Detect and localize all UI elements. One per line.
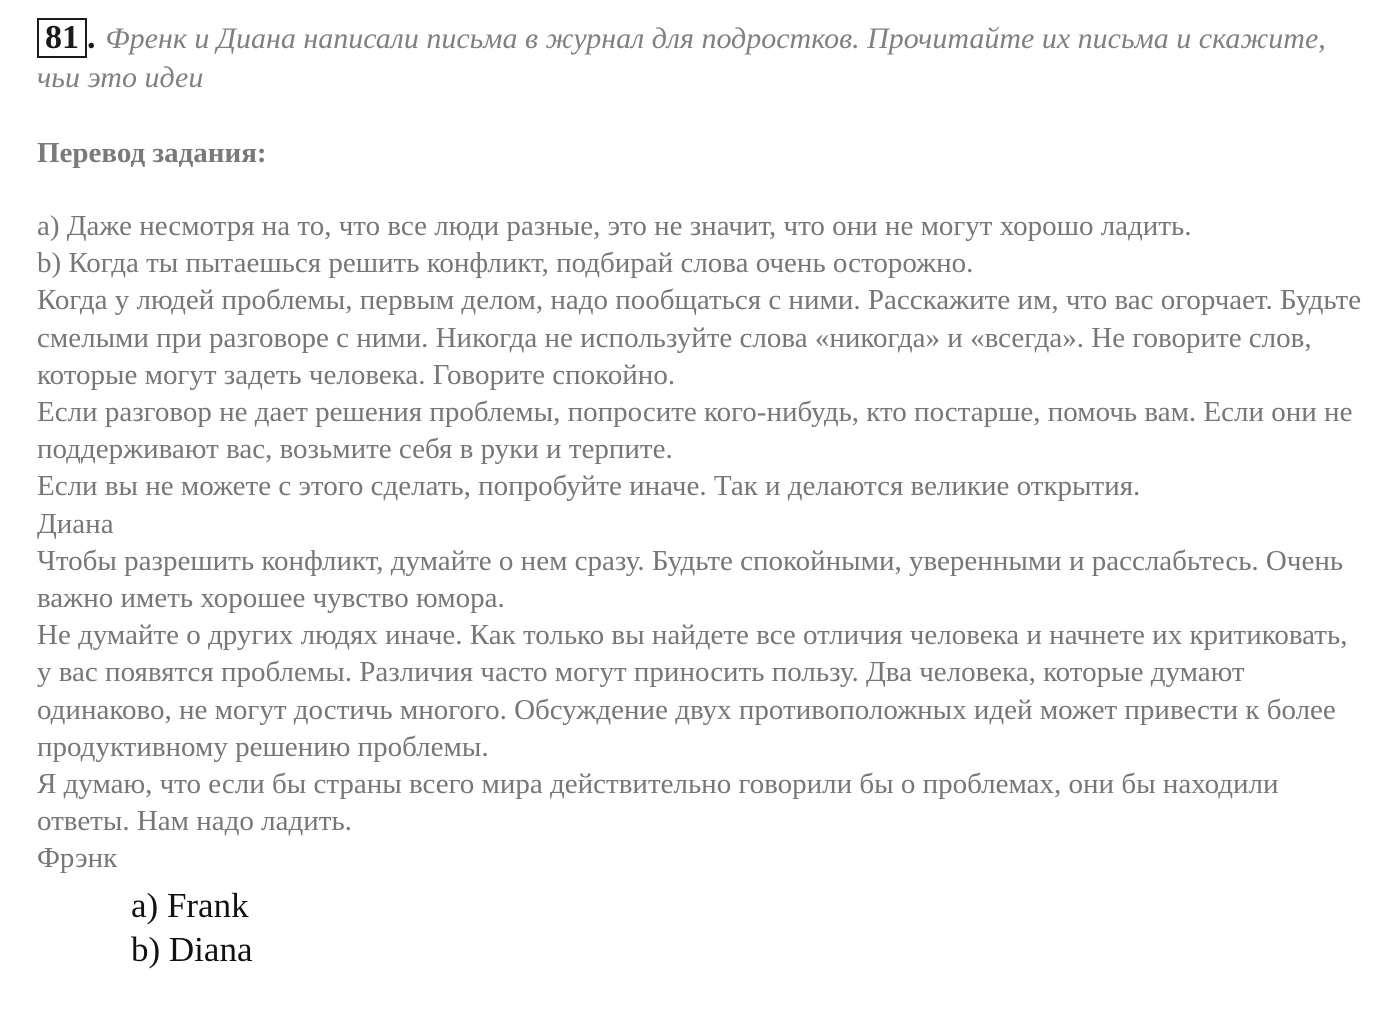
task-header: [37, 18, 1367, 97]
paragraph-frank-3: Я думаю, что если бы страны всего мира действительно говорили бы о проблемах, они бы находили ответы. Нам надо ладить.: [37, 768, 1279, 838]
translation-heading: Перевод задания:: [37, 137, 267, 169]
paragraph-diana-2: Если разговор не дает решения проблемы, попросите кого-нибудь, кто постарше, помочь вам. Если они не поддерживают вас, возьмите себя в руки и терпите.: [37, 396, 1353, 466]
answer-b: b) Diana: [131, 929, 253, 969]
task-number-box: 81: [37, 18, 87, 58]
answers-block: [131, 884, 1367, 972]
document-page: [37, 18, 1367, 972]
paragraph-diana-3: Если вы не можете с этого сделать, попробуйте иначе. Так и делаются великие открытия.: [37, 470, 1141, 503]
paragraph-statement-a: a) Даже несмотря на то, что все люди разные, это не значит, что они не могут хорошо ладить.: [37, 210, 1192, 242]
answer-a: a) Frank: [131, 885, 249, 925]
paragraph-frank-1: Чтобы разрешить конфликт, думайте о нем сразу. Будьте спокойными, уверенными и расслабьтесь. Очень важно иметь хорошее чувство юмора.: [37, 544, 1344, 615]
paragraph-diana-1: Когда у людей проблемы, первым делом, надо пообщаться с ними. Расскажите им, что вас огорчает. Будьте смелыми при разговоре с ними. Никогда не используйте слова «никогда» и «всегда». Не говорите слов, которые могут задеть человека. Говорите спокойно.: [37, 284, 1362, 391]
task-instruction: Френк и Диана написали письма в журнал для подростков. Прочитайте их письма и скажите, чьи это идеи: [37, 22, 1326, 94]
task-number-dot: .: [87, 19, 96, 56]
paragraph-statement-b: b) Когда ты пытаешься решить конфликт, подбирай слова очень осторожно.: [37, 247, 974, 280]
translation-body: [37, 208, 1367, 878]
signature-diana: Диана: [37, 507, 114, 540]
paragraph-frank-2: Не думайте о других людях иначе. Как только вы найдете все отличия человека и начнете их критиковать, у вас появятся проблемы. Различия часто могут приносить пользу. Два человека, которые думают одинаково, не могут достичь многого. Обсуждение двух противоположных идей может привести к более продуктивному решению проблемы.: [37, 619, 1348, 763]
signature-frank: Фрэнк: [37, 842, 118, 875]
